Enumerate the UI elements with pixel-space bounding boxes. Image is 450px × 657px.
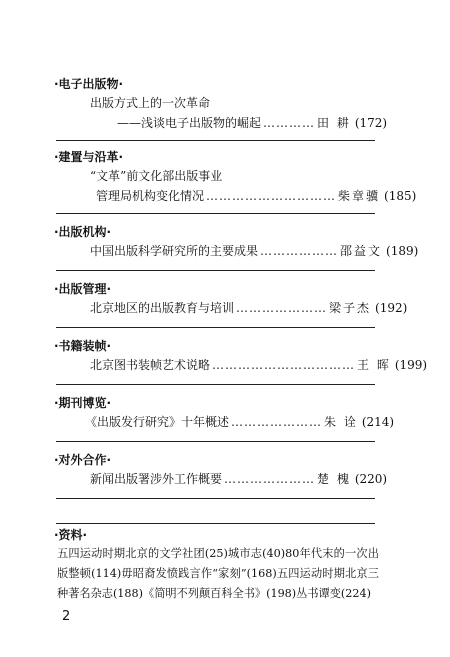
entry-author: 梁子杰 bbox=[329, 301, 372, 315]
toc-section-establishment-history bbox=[54, 148, 417, 206]
entry-title: 中国出版科学研究所的主要成果 bbox=[90, 244, 259, 258]
toc-section-materials bbox=[54, 510, 379, 604]
section-heading: ·对外合作· bbox=[54, 453, 112, 467]
toc-entry[interactable] bbox=[57, 93, 375, 113]
toc-section-publishing-management bbox=[54, 280, 408, 318]
section-heading: ·电子出版物· bbox=[54, 77, 124, 91]
page-number: 2 bbox=[62, 609, 71, 624]
entry-page: (189) bbox=[386, 244, 419, 258]
section-divider bbox=[56, 140, 375, 141]
entry-title: 管理局机构变化情况 bbox=[96, 189, 205, 203]
entry-page: (192) bbox=[375, 301, 408, 315]
entry-title: 《出版发行研究》十年概述 bbox=[85, 415, 230, 429]
entry-page: (220) bbox=[354, 472, 388, 486]
section-heading: ·建置与沿革· bbox=[54, 150, 124, 164]
entry-author: 柴章骥 bbox=[338, 189, 381, 203]
section-heading: ·出版机构· bbox=[54, 225, 112, 239]
entry-title: 新闻出版署涉外工作概要 bbox=[90, 472, 223, 486]
leader-dots: ………………… bbox=[224, 472, 316, 486]
leader-dots: …………………………… bbox=[212, 358, 356, 372]
section-divider bbox=[56, 213, 375, 214]
entry-title: 北京图书装帧艺术说略 bbox=[90, 358, 211, 372]
entry-title: “文革”前文化部出版事业 bbox=[90, 169, 223, 183]
toc-entry[interactable] bbox=[57, 166, 375, 186]
entry-author: 邵益文 bbox=[340, 244, 383, 258]
entry-author: 王 晖 bbox=[357, 358, 391, 372]
materials-text: 五四运动时期北京的文学社团(25)城市志(40)80年代末的一次出版整顿(114)毋昭裔发愤践言作“家刻”(168)五四运动时期北京三种著名杂志(188)《简明不列颠百科全书》(198)丛书谭变(224) bbox=[57, 547, 379, 600]
leader-dots: ………………… bbox=[236, 301, 328, 315]
section-divider bbox=[56, 384, 375, 385]
section-heading: ·期刊博览· bbox=[54, 396, 112, 410]
toc-entry[interactable] bbox=[57, 355, 428, 375]
entry-title: 北京地区的出版教育与培训 bbox=[90, 301, 235, 315]
leader-dots: ………………… bbox=[231, 415, 323, 429]
section-divider bbox=[56, 441, 375, 442]
entry-author: 楚 槐 bbox=[317, 472, 351, 486]
entry-author: 朱 诠 bbox=[324, 415, 358, 429]
entry-page: (185) bbox=[384, 189, 417, 203]
entry-page: (172) bbox=[354, 116, 388, 130]
entry-page: (199) bbox=[394, 358, 428, 372]
leader-dots: ……………… bbox=[260, 244, 339, 258]
toc-entry[interactable] bbox=[57, 298, 408, 318]
toc-entry[interactable] bbox=[57, 186, 417, 206]
section-divider bbox=[56, 327, 375, 328]
section-divider bbox=[56, 498, 375, 499]
toc-section-foreign-cooperation bbox=[54, 451, 388, 489]
toc-section-book-binding bbox=[54, 337, 428, 375]
toc-entry[interactable] bbox=[57, 412, 395, 432]
leader-dots: ………… bbox=[263, 116, 316, 130]
entry-author: 田 耕 bbox=[317, 116, 351, 130]
leader-dots: ………………………… bbox=[206, 189, 337, 203]
toc-entry[interactable] bbox=[57, 469, 388, 489]
toc-entry[interactable] bbox=[57, 241, 419, 261]
entry-page: (214) bbox=[361, 415, 395, 429]
section-heading: ·出版管理· bbox=[54, 282, 112, 296]
section-heading: ·资料· bbox=[54, 528, 88, 542]
toc-section-periodicals bbox=[54, 394, 395, 432]
entry-title: 出版方式上的一次革命 bbox=[90, 96, 211, 110]
section-divider bbox=[56, 270, 375, 271]
section-heading: ·书籍装帧· bbox=[54, 339, 112, 353]
toc-entry[interactable] bbox=[57, 113, 388, 133]
toc-section-publishing-institutions bbox=[54, 223, 419, 261]
toc-section-electronic-publications bbox=[54, 75, 388, 133]
entry-title: ——浅谈电子出版物的崛起 bbox=[117, 116, 262, 130]
